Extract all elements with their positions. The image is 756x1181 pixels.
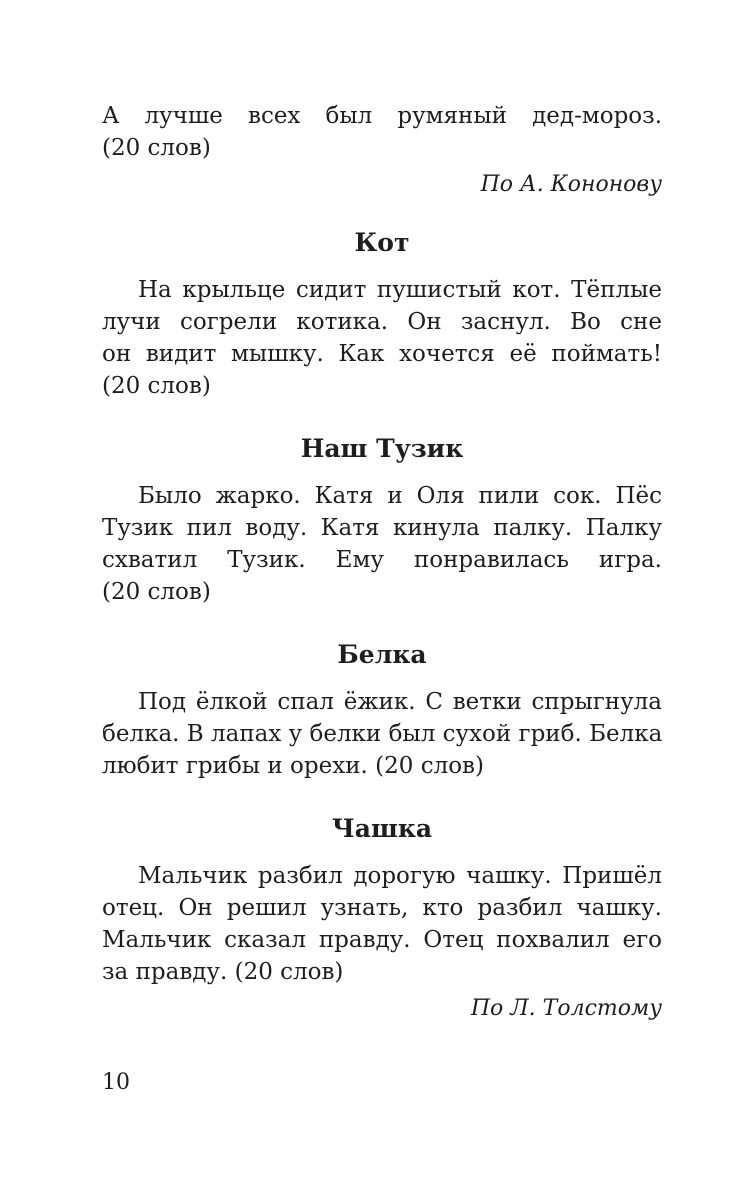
story-tuzik-line-2: Тузик пил воду. Катя кинула палку. Палку: [102, 515, 662, 541]
story-tuzik-line-3: схватил Тузик. Ему понравилась игра.: [102, 547, 662, 573]
intro-line-2: (20 слов): [102, 135, 211, 161]
story-kot-line-4: (20 слов): [102, 373, 211, 399]
story-kot-line-2: лучи согрели котика. Он заснул. Во сне: [102, 309, 662, 335]
story-belka: [102, 638, 662, 782]
story-tuzik-line-4: (20 слов): [102, 579, 211, 605]
story-kot: [102, 226, 662, 402]
story-kot-line-1: На крыльце сидит пушистый кот. Тёплые: [138, 277, 662, 303]
story-chashka-title: Чашка: [331, 814, 433, 843]
story-kot-line-3: он видит мышку. Как хочется её поймать!: [102, 341, 662, 367]
story-belka-line-1: Под ёлкой спал ёжик. С ветки спрыгнула: [138, 689, 662, 715]
intro-author: По А. Кононову: [480, 172, 662, 197]
story-belka-title: Белка: [337, 640, 427, 669]
story-chashka-line-4: за правду. (20 слов): [102, 959, 344, 985]
story-tuzik: [102, 432, 662, 608]
story-belka-line-2: белка. В лапах у белки был сухой гриб. Белка: [102, 721, 663, 747]
story-tuzik-line-1: Было жарко. Катя и Оля пили сок. Пёс: [138, 483, 662, 509]
intro-passage: [102, 100, 662, 200]
intro-line-1: А лучше всех был румяный дед-мороз.: [102, 103, 662, 129]
story-chashka-line-2: отец. Он решил узнать, кто разбил чашку.: [102, 895, 662, 921]
story-chashka-line-1: Мальчик разбил дорогую чашку. Пришёл: [138, 863, 662, 889]
story-chashka-author: По Л. Толстому: [470, 996, 662, 1021]
story-belka-line-3: любит грибы и орехи. (20 слов): [102, 753, 484, 779]
page-content: [102, 100, 662, 1024]
story-kot-title: Кот: [354, 228, 410, 257]
story-chashka: [102, 812, 662, 1024]
page-number: 10: [102, 1070, 130, 1095]
story-tuzik-title: Наш Тузик: [300, 434, 464, 463]
story-chashka-line-3: Мальчик сказал правду. Отец похвалил его: [102, 927, 662, 953]
